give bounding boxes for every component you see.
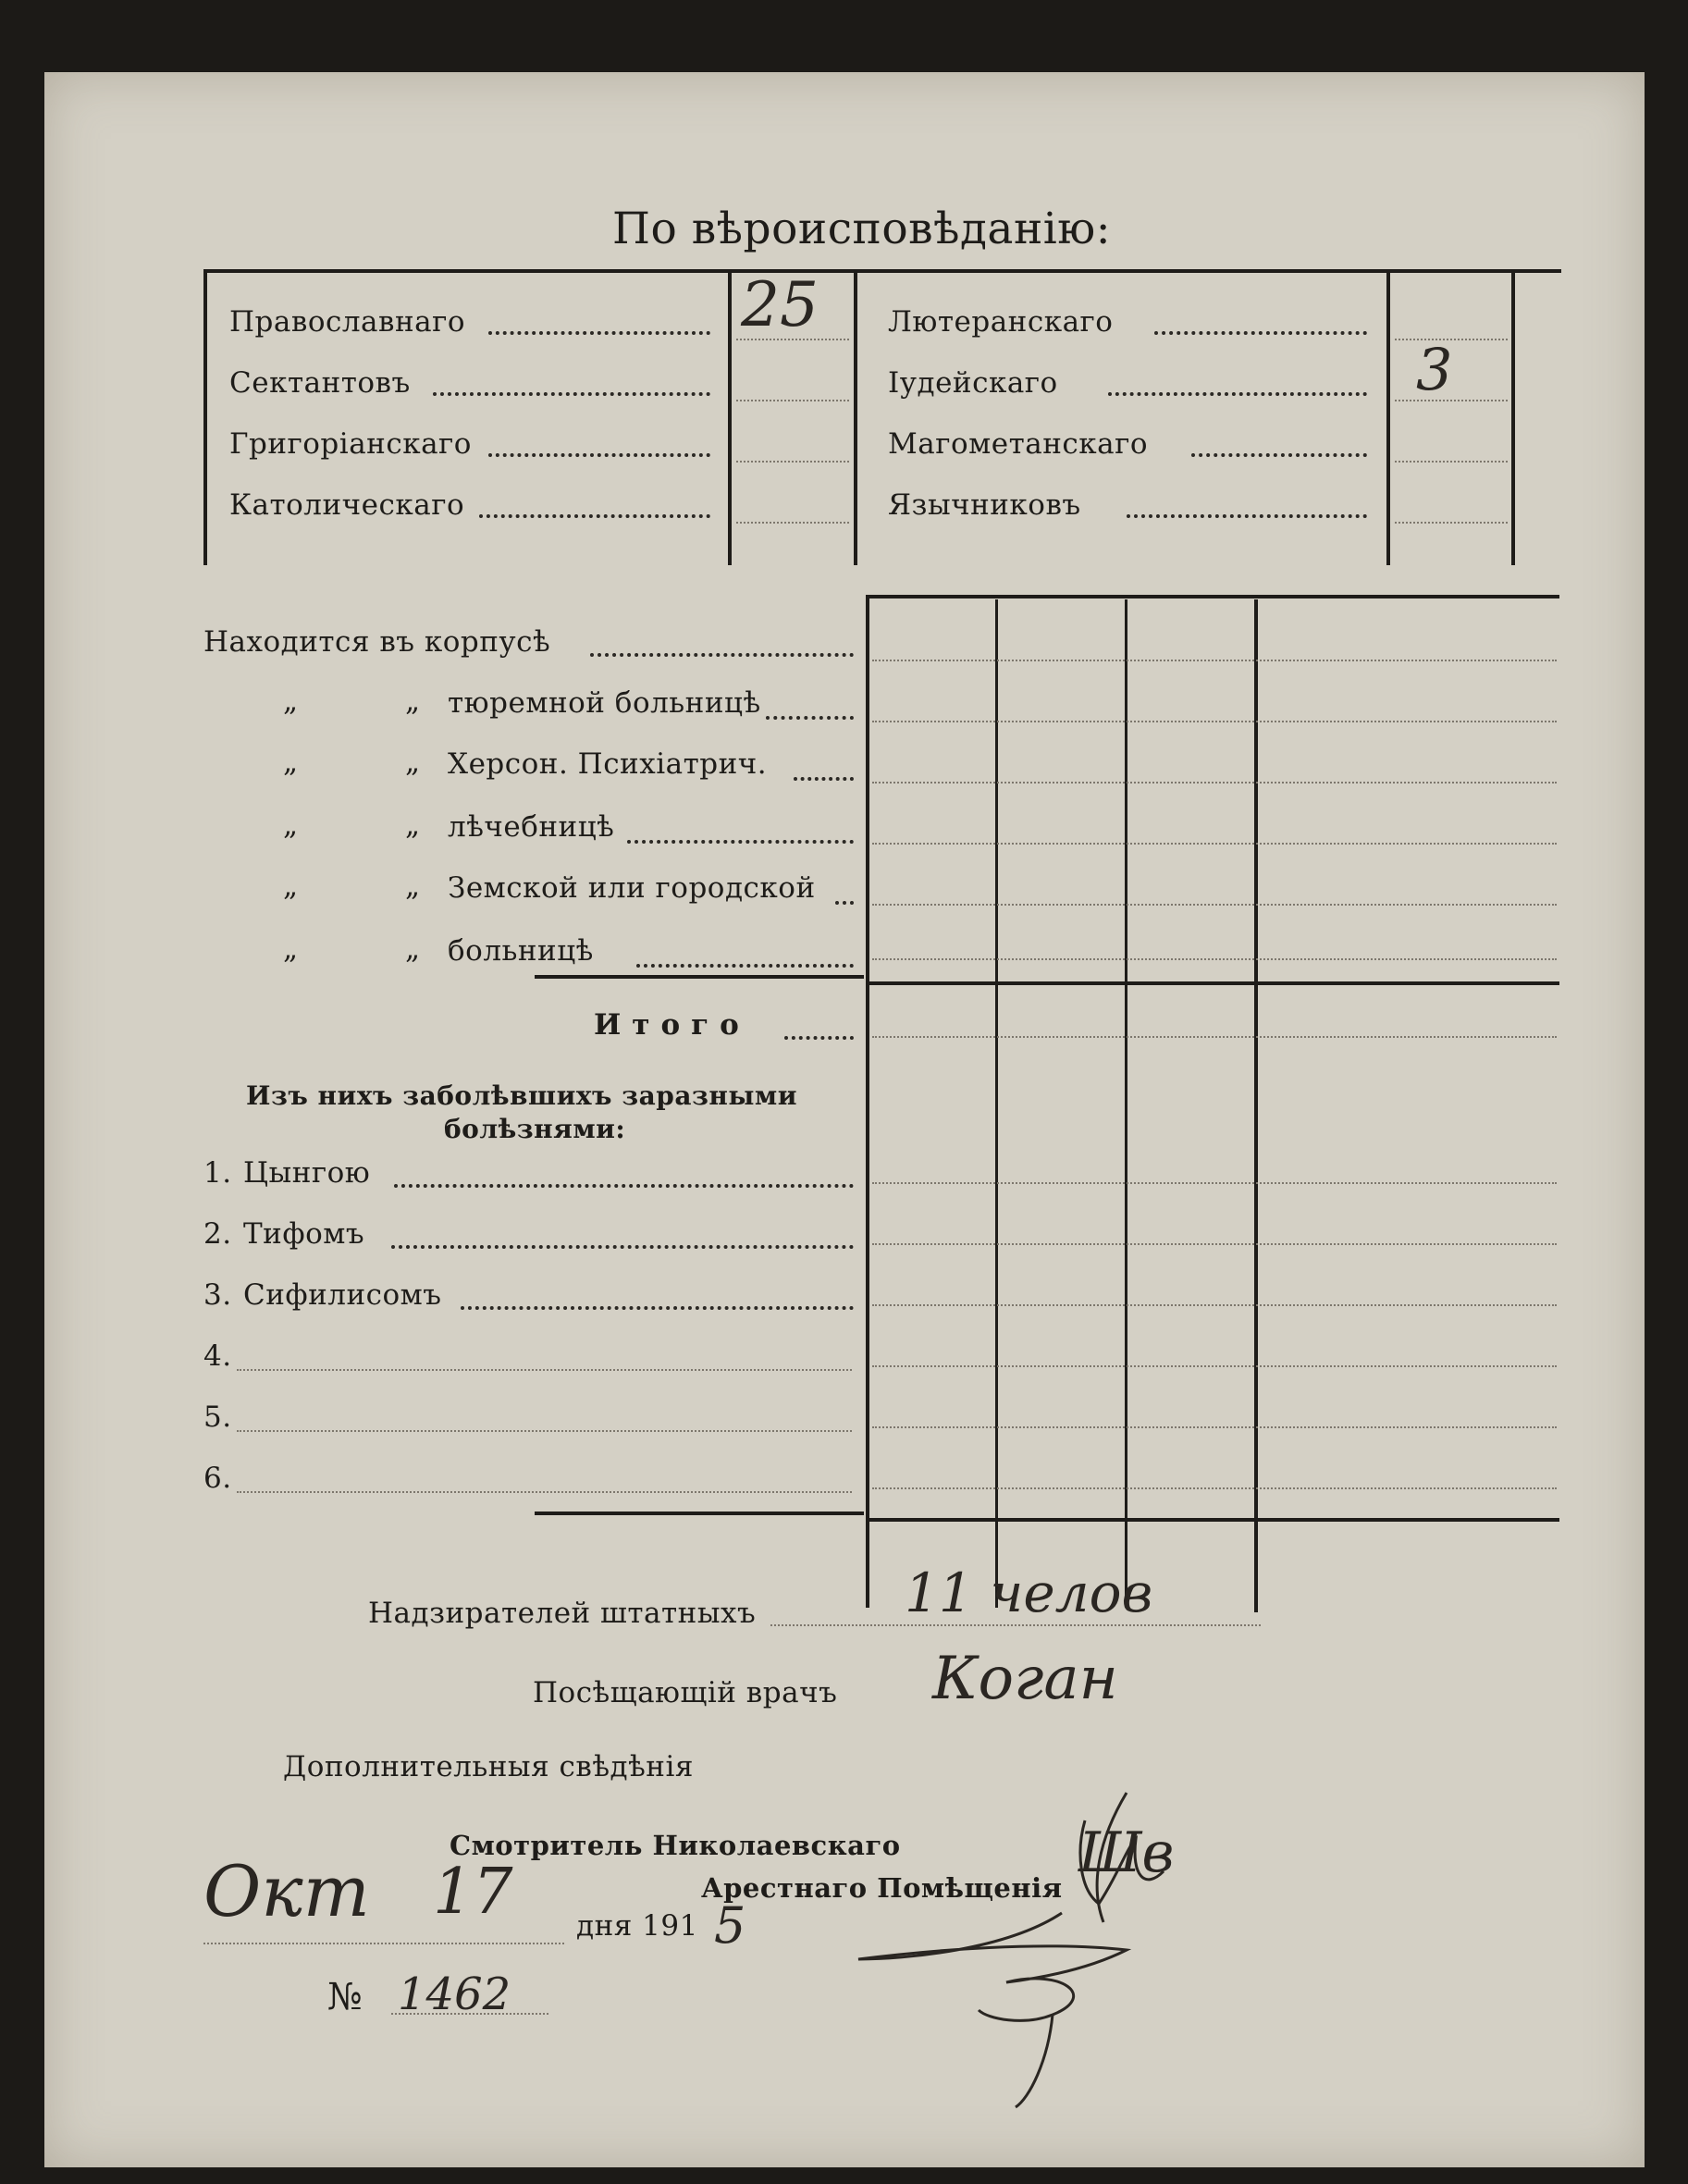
dot-leader: [1154, 331, 1367, 335]
religion-table-top-border: [203, 269, 1561, 273]
grid-row-line: [872, 782, 1557, 784]
dot-leader: [461, 1306, 854, 1310]
date-day: 17: [433, 1856, 513, 1929]
doctor-value: Коган: [932, 1645, 1118, 1713]
grid-bottom-rule: [866, 1518, 1559, 1522]
dot-leader: [479, 514, 710, 518]
grid-row-line: [872, 843, 1557, 845]
disease-num: 5.: [203, 1400, 232, 1434]
dot-leader: [394, 1184, 854, 1188]
dot-leader: [1108, 392, 1367, 396]
ditto-mark: „: [405, 685, 421, 718]
grid-top-border: [866, 595, 1559, 598]
religion-col-sep-2: [854, 269, 857, 565]
disease-label-scurvy: Цынгою: [243, 1156, 371, 1190]
religion-value-orthodox: 25: [741, 269, 819, 340]
religion-col-sep-1: [728, 269, 732, 565]
signature-initials: Шв: [1078, 1820, 1175, 1885]
left-bottom-rule: [535, 1512, 864, 1515]
wardens-label: Надзирателей штатныхъ: [368, 1597, 757, 1630]
blank-line: [237, 1491, 852, 1493]
dot-leader: [433, 392, 710, 396]
grid-row-line: [872, 1487, 1557, 1489]
ditto-mark: „: [283, 746, 299, 779]
diseases-heading-line1: Изъ нихъ заболѣвшихъ заразными: [246, 1080, 798, 1111]
number-value: 1462: [398, 1968, 511, 2020]
date-month: Окт: [203, 1850, 370, 1932]
dot-leader: [1127, 514, 1367, 518]
ditto-mark: „: [405, 932, 421, 966]
grid-row-line: [872, 1426, 1557, 1428]
dot-leader: [766, 716, 854, 720]
additional-label: Дополнительныя свѣдѣнія: [283, 1750, 694, 1783]
grid-mid-rule: [866, 981, 1559, 985]
religion-label-muslim: Магометанскаго: [888, 427, 1149, 461]
grid-vline-1: [866, 595, 869, 1608]
location-label-prison-hospital: тюремной больницѣ: [448, 686, 761, 720]
grid-row-line: [872, 1304, 1557, 1306]
number-line: [391, 2013, 548, 2015]
wardens-line: [770, 1624, 1261, 1626]
grid-row-line: [872, 1243, 1557, 1245]
disease-num: 2.: [203, 1217, 232, 1251]
disease-num: 3.: [203, 1278, 232, 1312]
value-line: [736, 461, 849, 463]
grid-vline-2: [995, 599, 998, 1608]
dot-leader: [835, 901, 854, 905]
religion-label-lutheran: Лютеранскаго: [888, 305, 1114, 339]
location-label-corpus: Находится въ корпусѣ: [203, 625, 551, 659]
grid-row-line: [872, 721, 1557, 722]
doctor-label: Посѣщающій врачъ: [533, 1676, 838, 1709]
location-label-zemstvo: Земской или городской: [448, 871, 816, 905]
ditto-mark: „: [283, 870, 299, 903]
religion-value-judaic: 3: [1416, 336, 1453, 403]
signature-title-line1: Смотритель Николаевскаго: [450, 1830, 901, 1861]
dot-leader: [488, 453, 710, 457]
value-line: [736, 400, 849, 401]
date-dnya: дня 191: [576, 1909, 698, 1943]
dot-leader: [590, 653, 854, 657]
blank-line: [237, 1369, 852, 1371]
number-sign: №: [327, 1976, 363, 2018]
dot-leader: [784, 1036, 854, 1040]
grid-vline-4: [1254, 599, 1258, 1612]
date-line: [203, 1943, 564, 1944]
grid-row-line: [872, 660, 1557, 661]
value-line: [1395, 461, 1508, 463]
grid-row-line: [872, 904, 1557, 906]
location-label-clinic: лѣчебницѣ: [448, 810, 615, 844]
wardens-value: 11 челов: [905, 1561, 1153, 1624]
document-page: [44, 72, 1645, 2167]
blank-line: [237, 1430, 852, 1432]
disease-num: 4.: [203, 1339, 232, 1373]
dot-leader: [1191, 453, 1367, 457]
ditto-mark: „: [405, 870, 421, 903]
grid-row-line: [872, 1036, 1557, 1038]
dot-leader: [636, 964, 854, 968]
disease-num: 1.: [203, 1156, 232, 1190]
religion-table-right-border: [1511, 269, 1515, 565]
left-mid-rule: [535, 975, 864, 979]
dot-leader: [488, 331, 710, 335]
religion-label-orthodox: Православнаго: [229, 305, 466, 339]
religion-label-pagan: Язычниковъ: [888, 488, 1081, 522]
grid-row-line: [872, 1365, 1557, 1367]
disease-label-typhus: Тифомъ: [243, 1217, 365, 1251]
religion-label-judaic: Іудейскаго: [888, 366, 1058, 400]
religion-label-sectarian: Сектантовъ: [229, 366, 411, 400]
ditto-mark: „: [405, 746, 421, 779]
disease-label-syphilis: Сифилисомъ: [243, 1278, 442, 1312]
ditto-mark: „: [405, 808, 421, 842]
religion-col-sep-3: [1386, 269, 1390, 565]
total-label: Итого: [594, 1008, 750, 1042]
grid-row-line: [872, 1182, 1557, 1184]
grid-vline-3: [1125, 599, 1127, 1608]
diseases-heading-line2: болѣзнями:: [444, 1114, 626, 1144]
religion-table-left-border: [203, 269, 207, 565]
ditto-mark: „: [283, 808, 299, 842]
location-label-psychiatric: Херсон. Психіатрич.: [448, 747, 768, 781]
religion-label-catholic: Католическаго: [229, 488, 465, 522]
ditto-mark: „: [283, 932, 299, 966]
disease-num: 6.: [203, 1462, 232, 1495]
dot-leader: [627, 840, 854, 844]
location-label-hospital: больницѣ: [448, 934, 594, 968]
grid-row-line: [872, 958, 1557, 960]
date-year-digit: 5: [714, 1896, 746, 1955]
ditto-mark: „: [283, 685, 299, 718]
dot-leader: [794, 777, 854, 781]
value-line: [1395, 522, 1508, 524]
religion-label-gregorian: Григоріанскаго: [229, 427, 472, 461]
value-line: [736, 522, 849, 524]
signature-title-line2: Арестнаго Помѣщенія: [701, 1872, 1063, 1904]
page-title: По вѣроисповѣданію:: [612, 204, 1112, 254]
dot-leader: [391, 1245, 854, 1249]
